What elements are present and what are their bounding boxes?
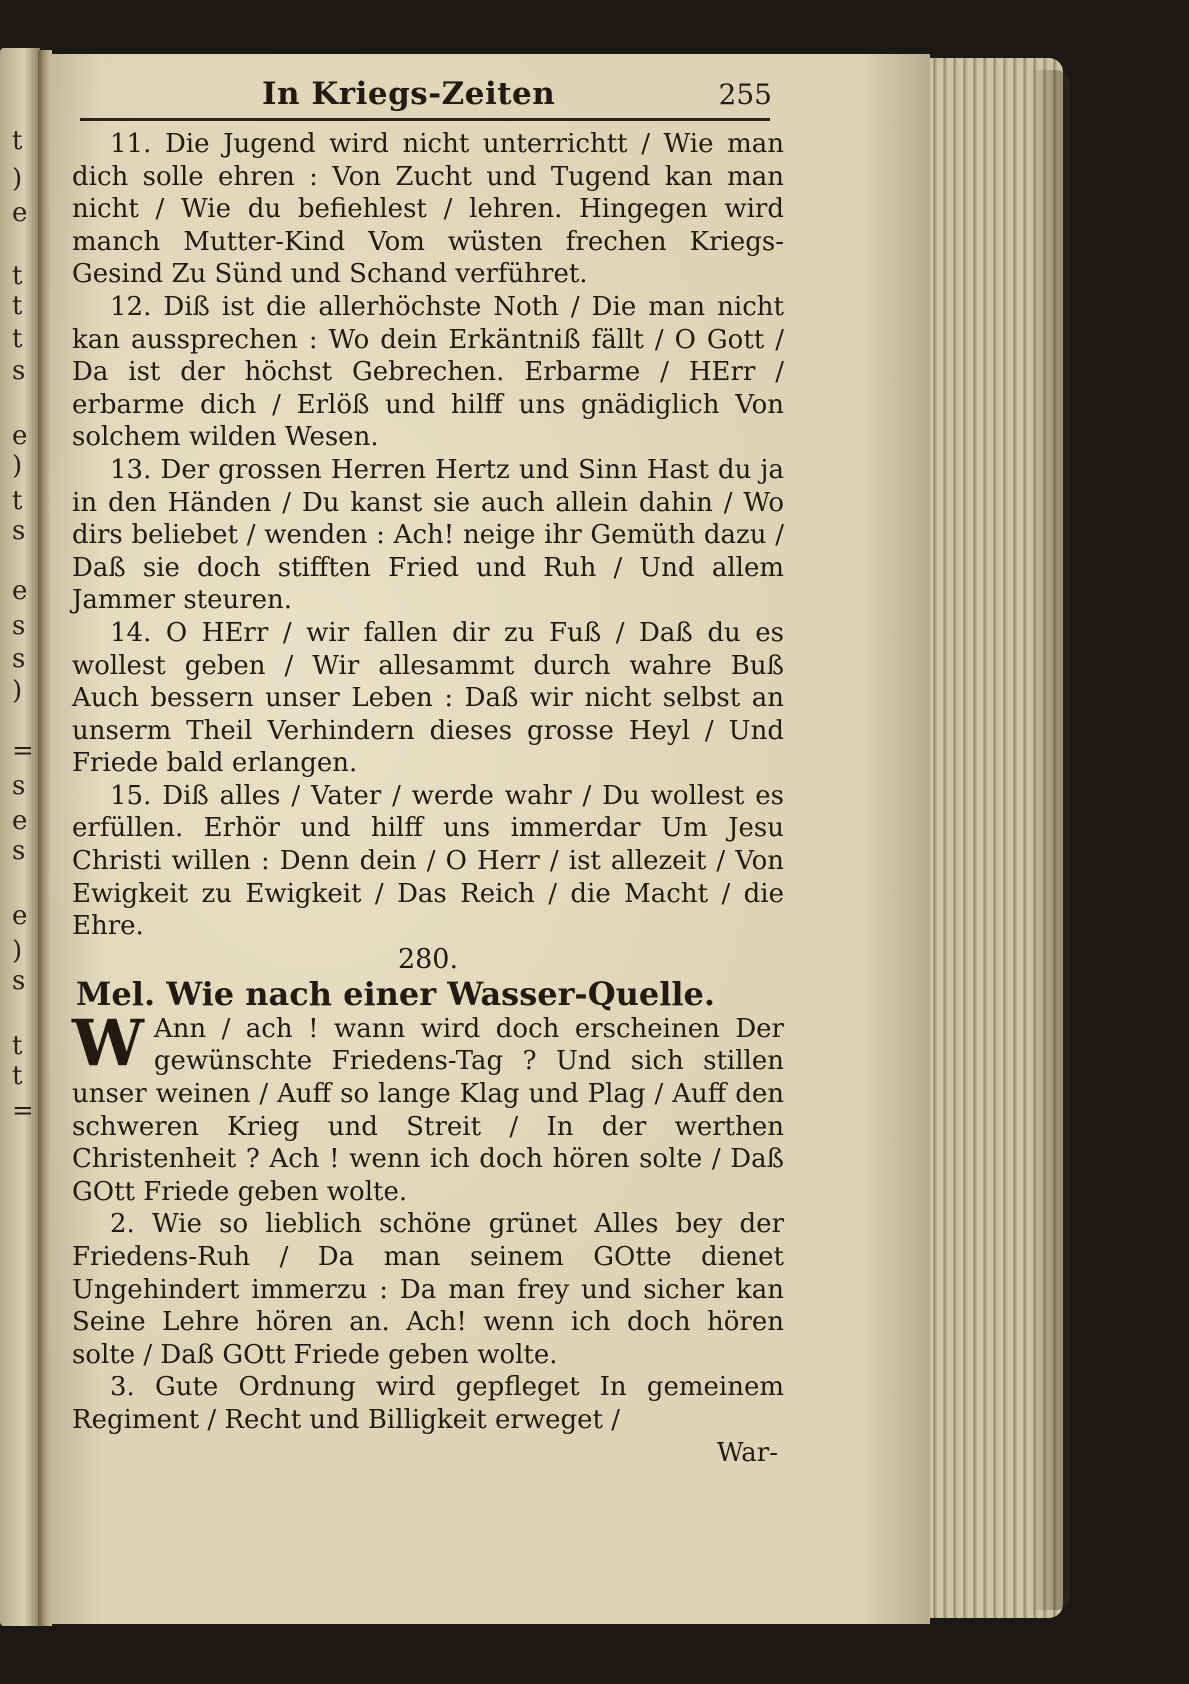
running-title: In Kriegs-Zeiten (262, 76, 556, 112)
verse-15: 15. Diß alles / Vater / werde wahr / Du wollest es erfüllen. Erhör und hilff uns immerdar Um Jesu Christi willen : Denn dein / O Herr / ist allezeit / Von Ewigkeit zu Ewigkeit / Das Reich / die Macht / die Ehre. (72, 780, 784, 942)
hymn-verse-1-text: Ann / ach ! wann wird doch erscheinen Der gewünschte Friedens-Tag ? Und sich stillen unser weinen / Auff so lange Klag und Plag / Auff den schweren Krieg und Streit / In der werthen Christenheit ? Ach ! wenn ich doch hören solte / Daß GOtt Friede geben wolte. (72, 1013, 784, 1207)
book-edge-shadow (1030, 70, 1070, 1610)
facing-page-text-fragments: t ) e t t t s e ) t s e s s ) = s e s e ) s t t = (12, 126, 34, 1126)
header-rule (80, 118, 770, 121)
facing-page-edge (0, 48, 40, 1626)
page-number: 255 (718, 78, 772, 111)
hymn-verse-1 (72, 1005, 784, 1209)
catchword: War- (716, 1437, 778, 1468)
page-content (72, 70, 784, 1468)
melody-line: Mel. Wie nach einer Wasser-Quelle. (76, 974, 716, 1013)
verse-11: 11. Die Jugend wird nicht unterrichtt / Wie man dich solle ehren : Von Zucht und Tugend kan man nicht / Wie du befiehlest / lehren. Hingegen wird manch Mutter-Kind Vom wüsten frechen Kriegs-Gesind Zu Sünd und Schand verführet. (72, 129, 784, 290)
verse-14: 14. O HErr / wir fallen dir zu Fuß / Daß du es wollest geben / Wir allesammt durch wahre Buß Auch bessern unser Leben : Daß wir nicht selbst an unserm Theil Verhindern dieses grosse Heyl / Und Friede bald erlangen. (72, 617, 784, 779)
body-text (72, 128, 784, 1469)
hymn-verse-3: 3. Gute Ordnung wird gepfleget In gemeinem Regiment / Recht und Billigkeit erweget / (72, 1372, 784, 1435)
drop-capital: W (72, 1005, 144, 1081)
page-header (72, 70, 784, 114)
hymn-number: 280. (397, 943, 459, 975)
hymn-verse-2: 2. Wie so lieblich schöne grünet Alles bey der Friedens-Ruh / Da man seinem GOtte dienet Ungehindert immerzu : Da man frey und sicher kan Seine Lehre hören an. Ach! wenn ich doch hören solte / Daß GOtt Friede geben wolte. (72, 1209, 784, 1370)
verse-12: 12. Diß ist die allerhöchste Noth / Die man nicht kan aussprechen : Wo dein Erkäntniß fällt / O Gott / Da ist der höchst Gebrechen. Erbarme / HErr / erbarme dich / Erlöß und hilff uns gnädiglich Von solchem wilden Wesen. (72, 291, 784, 453)
verse-13: 13. Der grossen Herren Hertz und Sinn Hast du ja in den Händen / Du kanst sie auch allein dahin / Wo dirs beliebet / wenden : Ach! neige ihr Gemüth dazu / Daß sie doch stifften Fried und Ruh / Und allem Jammer steuren. (72, 454, 784, 616)
